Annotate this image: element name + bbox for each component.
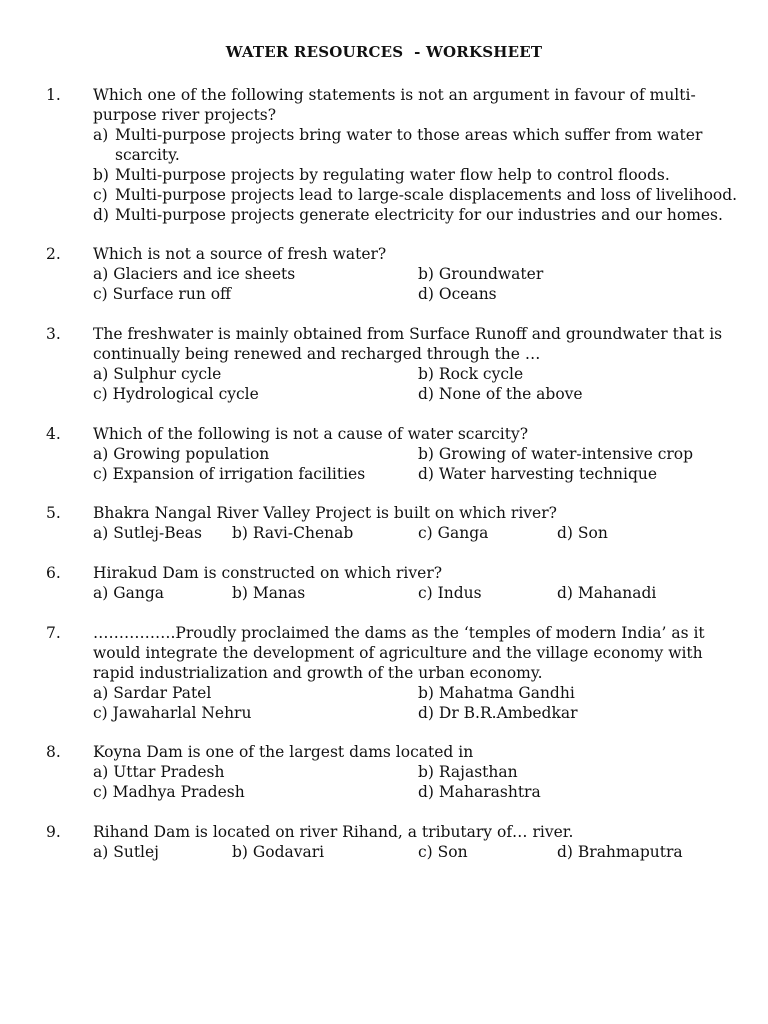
option-text: scarcity.: [115, 146, 180, 164]
option-d: d) Oceans: [418, 285, 497, 303]
option-a: a) Glaciers and ice sheets: [93, 265, 296, 283]
option-label: a): [93, 126, 109, 144]
option-d: d) None of the above: [418, 385, 583, 403]
option-a: [93, 125, 738, 165]
question-text: continually being renewed and recharged through the …: [93, 345, 541, 363]
option-c: [93, 185, 738, 205]
option-c: c) Surface run off: [93, 285, 232, 303]
option-label: c): [93, 186, 108, 204]
option-a: a) Sulphur cycle: [93, 365, 222, 383]
question-text: rapid industrialization and growth of the urban economy.: [93, 664, 543, 682]
option-a: a) Sutlej-Beas: [93, 524, 202, 542]
option-c: c) Hydrological cycle: [93, 385, 259, 403]
question-text: Rihand Dam is located on river Rihand, a tributary of… river.: [93, 823, 574, 841]
option-d: d) Mahanadi: [557, 584, 657, 602]
option-c: c) Expansion of irrigation facilities: [93, 465, 366, 483]
question-number: 5.: [46, 504, 61, 522]
question-text: Koyna Dam is one of the largest dams located in: [93, 743, 474, 761]
option-d: d) Son: [557, 524, 608, 542]
option-b: b) Rock cycle: [418, 365, 524, 383]
question-text: Which is not a source of fresh water?: [93, 245, 387, 263]
option-a: a) Sardar Patel: [93, 684, 212, 702]
question-body: [93, 503, 738, 543]
option-b: b) Godavari: [232, 843, 325, 861]
option-b: b) Mahatma Gandhi: [418, 684, 575, 702]
option-a: a) Sutlej: [93, 843, 159, 861]
option-b: [93, 165, 738, 185]
question-text: Bhakra Nangal River Valley Project is built on which river?: [93, 504, 557, 522]
question-text: Which one of the following statements is not an argument in favour of multi-: [93, 86, 696, 104]
option-a: a) Growing population: [93, 445, 270, 463]
option-d: d) Maharashtra: [418, 783, 541, 801]
option-c: c) Madhya Pradesh: [93, 783, 245, 801]
question-number: 4.: [46, 425, 61, 443]
question-number: 9.: [46, 823, 61, 841]
option-label: d): [93, 206, 109, 224]
question-body: [93, 742, 738, 802]
option-d: d) Dr B.R.Ambedkar: [418, 704, 578, 722]
option-d: [93, 205, 738, 225]
option-c: c) Son: [418, 843, 468, 861]
option-a: a) Uttar Pradesh: [93, 763, 225, 781]
question-text: …………….Proudly proclaimed the dams as the ‘temples of modern India’ as it: [93, 624, 705, 642]
question-body: [93, 822, 738, 862]
question-number: 2.: [46, 245, 61, 263]
question-number: 1.: [46, 86, 61, 104]
option-b: b) Ravi-Chenab: [232, 524, 354, 542]
question-body: [93, 324, 738, 404]
option-b: b) Manas: [232, 584, 306, 602]
option-text: Multi-purpose projects lead to large-scale displacements and loss of livelihood.: [115, 186, 738, 204]
question-number: 3.: [46, 325, 61, 343]
option-text: Multi-purpose projects bring water to those areas which suffer from water: [115, 126, 703, 144]
question-text: purpose river projects?: [93, 106, 277, 124]
question-body: [93, 563, 738, 603]
question-number: 7.: [46, 624, 61, 642]
question-body: [93, 424, 738, 484]
option-b: b) Growing of water-intensive crop: [418, 445, 694, 463]
option-b: b) Rajasthan: [418, 763, 518, 781]
option-b: b) Groundwater: [418, 265, 544, 283]
option-c: c) Ganga: [418, 524, 489, 542]
option-d: d) Brahmaputra: [557, 843, 683, 861]
option-text: Multi-purpose projects generate electricity for our industries and our homes.: [115, 206, 723, 224]
page-title: WATER RESOURCES - WORKSHEET: [225, 43, 543, 61]
option-d: d) Water harvesting technique: [418, 465, 658, 483]
option-a: a) Ganga: [93, 584, 164, 602]
option-label: b): [93, 166, 109, 184]
question-number: 6.: [46, 564, 61, 582]
option-text: Multi-purpose projects by regulating water flow help to control floods.: [115, 166, 670, 184]
question-body: [93, 623, 738, 723]
option-c: c) Indus: [418, 584, 482, 602]
option-c: c) Jawaharlal Nehru: [93, 704, 252, 722]
question-number: 8.: [46, 743, 61, 761]
question-text: Hirakud Dam is constructed on which river?: [93, 564, 443, 582]
question-text: Which of the following is not a cause of water scarcity?: [93, 425, 529, 443]
question-text: The freshwater is mainly obtained from Surface Runoff and groundwater that is: [93, 325, 723, 343]
question-body: [93, 85, 738, 225]
question-body: [93, 244, 738, 304]
question-text: would integrate the development of agriculture and the village economy with: [93, 644, 703, 662]
